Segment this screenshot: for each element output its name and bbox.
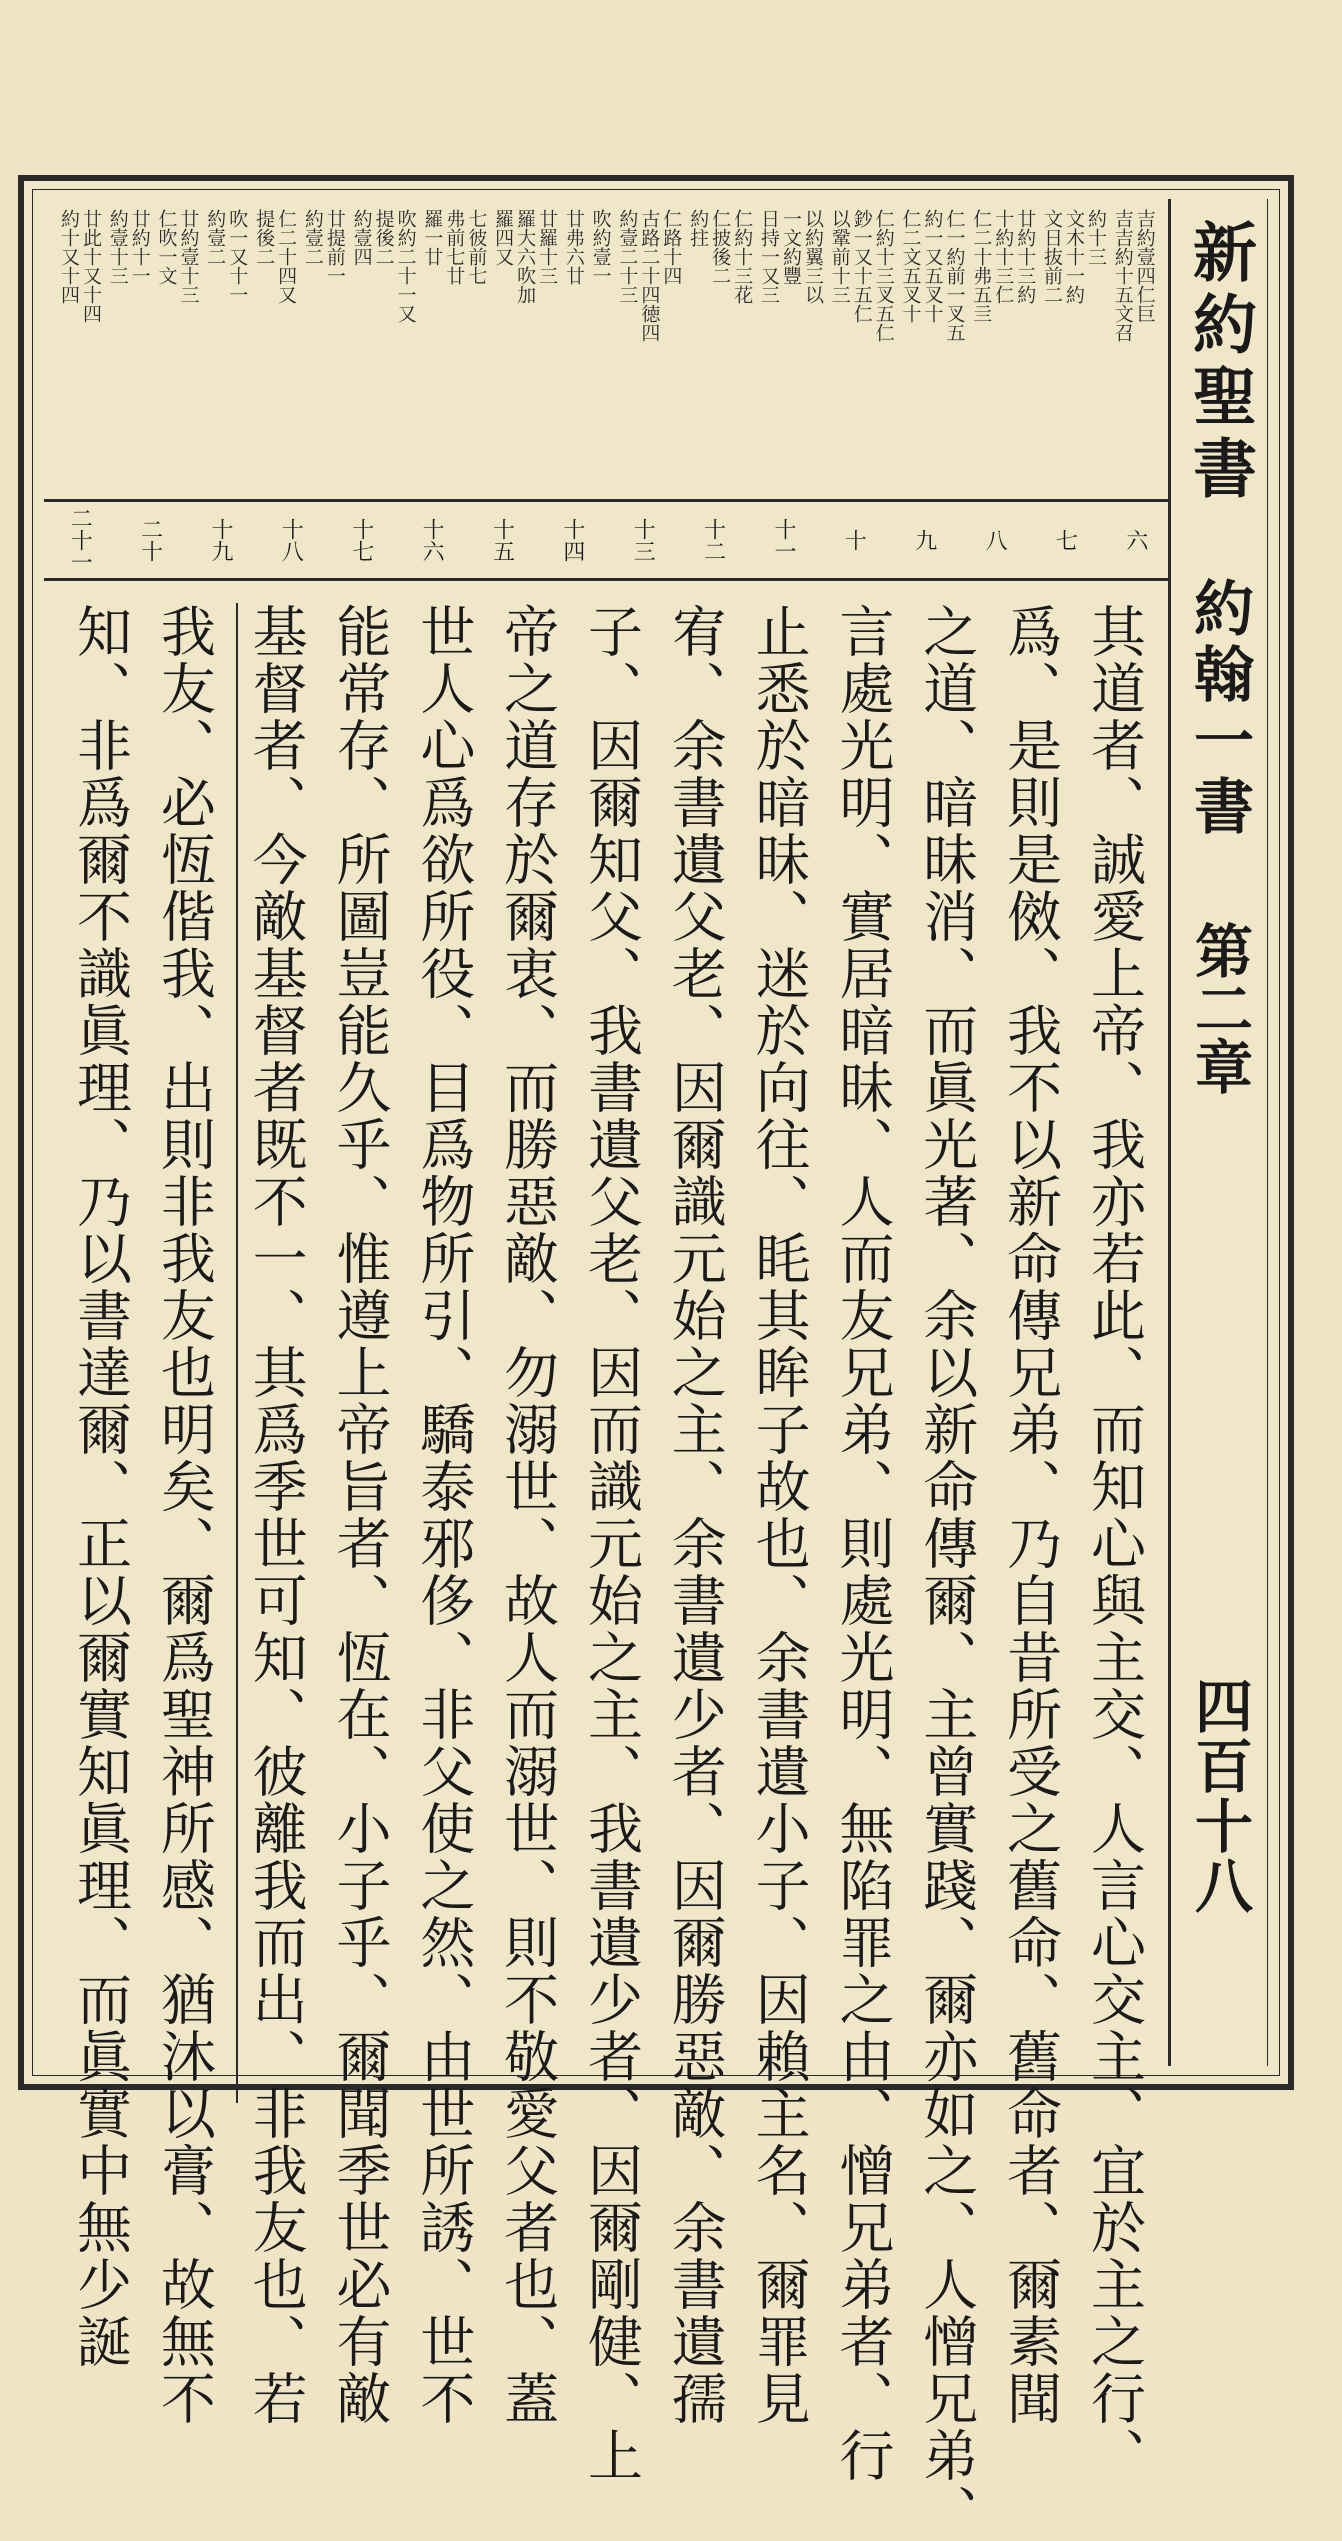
note: 廿此十又十四 約十又十四 bbox=[58, 209, 102, 323]
text-line: 能常存、所圖豈能久乎、惟遵上帝旨者、恆在、小子乎、爾聞季世必有敵 bbox=[327, 603, 392, 2427]
note: 吹一又十一 約壹二 bbox=[204, 209, 249, 304]
text-line: 爲、是則是傚、我不以新命傳兄弟、乃自昔所受之舊命、舊命者、爾素聞 bbox=[998, 603, 1063, 2427]
note: 廿約壹十三 仁吹一文 bbox=[155, 209, 200, 304]
text-line: 子、因爾知父、我書遺父老、因而識元始之主、我書遺少者、因爾剛健、上 bbox=[578, 603, 643, 2484]
verse-number: 十二 bbox=[700, 518, 726, 562]
text-line: 宥、余書遺父老、因爾識元始之主、余書遺少者、因爾勝惡敵、余書遺孺 bbox=[662, 603, 727, 2427]
page-number: 四百十八 bbox=[1185, 1676, 1253, 1916]
note: 仁約十三叉五仁 鈔一又十五仁 以鞏前十三 bbox=[828, 209, 895, 342]
text-line: 知、非爲爾不識眞理、乃以書達爾、正以爾實知眞理、而眞實中無少誕 bbox=[68, 603, 132, 2370]
text-line: 我友、必恆偕我、出則非我友也明矣、爾爲聖神所感、猶沐以膏、故無不 bbox=[151, 603, 216, 2427]
verse-number: 二十一 bbox=[67, 507, 93, 573]
text-line: 止悉於暗昧、迷於向往、眊其眸子故也、余書遺小子、因賴主名、爾罪見 bbox=[746, 603, 811, 2427]
note: 廿約十一 約壹十三 bbox=[106, 209, 151, 285]
verse-number: 十七 bbox=[348, 518, 374, 562]
text-line: 其道者、誠愛上帝、我亦若此、而知心與主交、人言心交主、宜於主之行、 bbox=[1081, 603, 1146, 2484]
verse-number: 十六 bbox=[419, 518, 445, 562]
main-text bbox=[44, 581, 1170, 2541]
note: 以約翼三以 一文約豐 日持一又三 bbox=[757, 209, 824, 304]
chapter-heading: 第二章 bbox=[1185, 921, 1253, 1095]
note: 七彼前七 弗前七廿 羅一廿 bbox=[421, 209, 488, 285]
note: 仁二十四又 提後二 bbox=[253, 209, 298, 304]
note: 仁路十四 古路二十四徳四 約壹二十三 bbox=[616, 209, 683, 342]
note: 廿提前一 約壹二 bbox=[301, 209, 346, 285]
verse-number: 七 bbox=[1052, 529, 1078, 551]
text-line: 基督者、今敵基督者既不一、其爲季世可知、彼離我而出、非我友也、若 bbox=[236, 603, 308, 2103]
verse-number-band bbox=[44, 499, 1170, 581]
running-header bbox=[1168, 199, 1268, 2066]
verse-number: 九 bbox=[911, 529, 937, 551]
text-line: 之道、暗昧消、而眞光著、余以新命傳爾、主曾實踐、爾亦如之、人憎兄弟、 bbox=[914, 603, 979, 2541]
cross-reference-notes bbox=[44, 199, 1170, 499]
book-title: 新約聖書 bbox=[1182, 219, 1257, 507]
note: 吹約壹一 bbox=[589, 209, 612, 285]
epistle-title: 約翰一書 bbox=[1184, 577, 1254, 841]
verse-number: 十五 bbox=[489, 518, 515, 562]
note: 廿羅十三 羅大六吹加 羅四又 bbox=[492, 209, 559, 304]
verse-number: 十八 bbox=[278, 518, 304, 562]
verse-number: 二十 bbox=[137, 518, 163, 562]
text-line: 帝之道存於爾衷、而勝惡敵、勿溺世、故人而溺世、則不敬愛父者也、蓋 bbox=[495, 603, 560, 2427]
note: 吉約壹四仁巨 吉吉約十五文召 bbox=[1111, 209, 1156, 342]
verse-number: 十九 bbox=[207, 518, 233, 562]
note: 仁一約前一叉五 約一又五叉十 仁二文五叉十 bbox=[899, 209, 966, 342]
verse-number: 十四 bbox=[559, 518, 585, 562]
note: 廿弗六廿 bbox=[562, 209, 585, 285]
text-line: 言處光明、實居暗昧、人而友兄弟、則處光明、無陷罪之由、憎兄弟者、行 bbox=[830, 603, 895, 2484]
note: 吹約二十一又 提後二 約壹四 bbox=[350, 209, 417, 323]
verse-number: 十一 bbox=[770, 518, 796, 562]
note: 約十三 文木十一約 文日抜前二 bbox=[1041, 209, 1108, 304]
page-frame bbox=[18, 175, 1294, 2541]
verse-number: 十三 bbox=[630, 518, 656, 562]
note: 廿約十三約 十約十三仁 仁二十弗五亖 bbox=[970, 209, 1037, 323]
verse-number: 十 bbox=[841, 529, 867, 551]
verse-number: 六 bbox=[1122, 529, 1148, 551]
note: 仁約十三花 仁披後二 約拄 bbox=[687, 209, 754, 304]
text-line: 世人心爲欲所役、目爲物所引、驕泰邪侈、非父使之然、由世所誘、世不 bbox=[411, 603, 476, 2427]
verse-number: 八 bbox=[982, 529, 1008, 551]
